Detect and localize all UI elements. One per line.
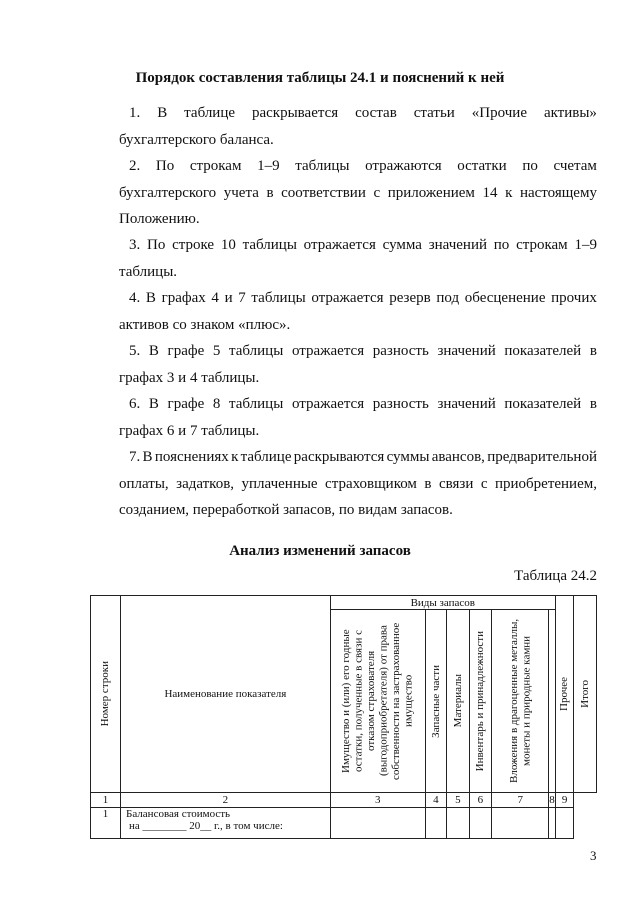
paragraph-2 bbox=[119, 153, 597, 233]
table-title: Анализ изменений запасов bbox=[229, 543, 411, 559]
paragraph-1 bbox=[119, 100, 597, 153]
header-spare-parts: Запасные части bbox=[425, 610, 447, 793]
inventory-analysis-table bbox=[90, 595, 597, 839]
header-total: Итого bbox=[574, 596, 597, 793]
paragraph-line: 2. По строкам 1–9 таблицы отражаются остатки по счетам bbox=[129, 158, 597, 174]
paragraph-line: оплаты, задатков, уплаченные страховщиком в связи с приобретением, bbox=[119, 475, 597, 492]
paragraph-line: 6. В графе 8 таблицы отражается разность значений показателей в bbox=[129, 396, 597, 412]
header-inventory: Инвентарь и принадлежности bbox=[469, 610, 491, 793]
paragraph-line: 7. В пояснениях к таблице раскрываются суммы авансов, предварительной bbox=[129, 449, 597, 465]
paragraph-line: 3. По строке 10 таблицы отражается сумма значений по строкам 1–9 bbox=[129, 237, 597, 253]
header-materials: Материалы bbox=[447, 610, 469, 793]
paragraph-line: 4. В графах 4 и 7 таблицы отражается резерв под обесценение прочих bbox=[129, 290, 597, 306]
table-row: 1 Балансовая стоимость на ________ 20__ г., в том числе: bbox=[91, 808, 597, 839]
paragraph-5 bbox=[119, 338, 597, 391]
paragraph-6 bbox=[119, 391, 597, 444]
page-number: 3 bbox=[590, 848, 597, 863]
paragraph-line: бухгалтерского баланса. bbox=[119, 131, 274, 148]
header-group: Виды запасов bbox=[330, 596, 555, 610]
paragraph-line: 5. В графе 5 таблицы отражается разность значений показателей в bbox=[129, 343, 597, 359]
paragraph-line: бухгалтерского учета в соответствии с приложением 14 к настоящему bbox=[119, 184, 597, 201]
table-label: Таблица 24.2 bbox=[514, 568, 597, 584]
paragraph-line: созданием, переработкой запасов, по видам запасов. bbox=[119, 502, 453, 518]
header-row-number: Номер строки bbox=[91, 596, 121, 793]
paragraph-4 bbox=[119, 285, 597, 338]
column-numbers-row: 1 2 3 4 5 6 7 8 9 bbox=[91, 793, 597, 808]
paragraph-line: Положению. bbox=[119, 211, 200, 227]
paragraph-line: графах 3 и 4 таблицы. bbox=[119, 369, 260, 386]
header-property: Имущество и (или) его годные остатки, полученные в связи с отказом страхователя (выгодоприобретателя) от права собственности на застрахованное имущество bbox=[330, 610, 425, 793]
paragraph-3 bbox=[119, 232, 597, 285]
paragraph-line: активов со знаком «плюс». bbox=[119, 316, 291, 333]
paragraph-line: 1. В таблице раскрывается состав статьи «Прочие активы» bbox=[129, 105, 597, 121]
paragraph-line: таблицы. bbox=[119, 263, 178, 280]
header-indicator: Наименование показателя bbox=[121, 596, 331, 793]
header-other: Прочее bbox=[555, 596, 574, 793]
paragraph-7 bbox=[119, 444, 597, 524]
section-heading: Порядок составления таблицы 24.1 и пояснений к ней bbox=[135, 70, 505, 86]
paragraph-line: графах 6 и 7 таблицы. bbox=[119, 422, 260, 439]
header-precious: Вложения в драгоценные металлы, монеты и природные камни bbox=[492, 610, 549, 793]
